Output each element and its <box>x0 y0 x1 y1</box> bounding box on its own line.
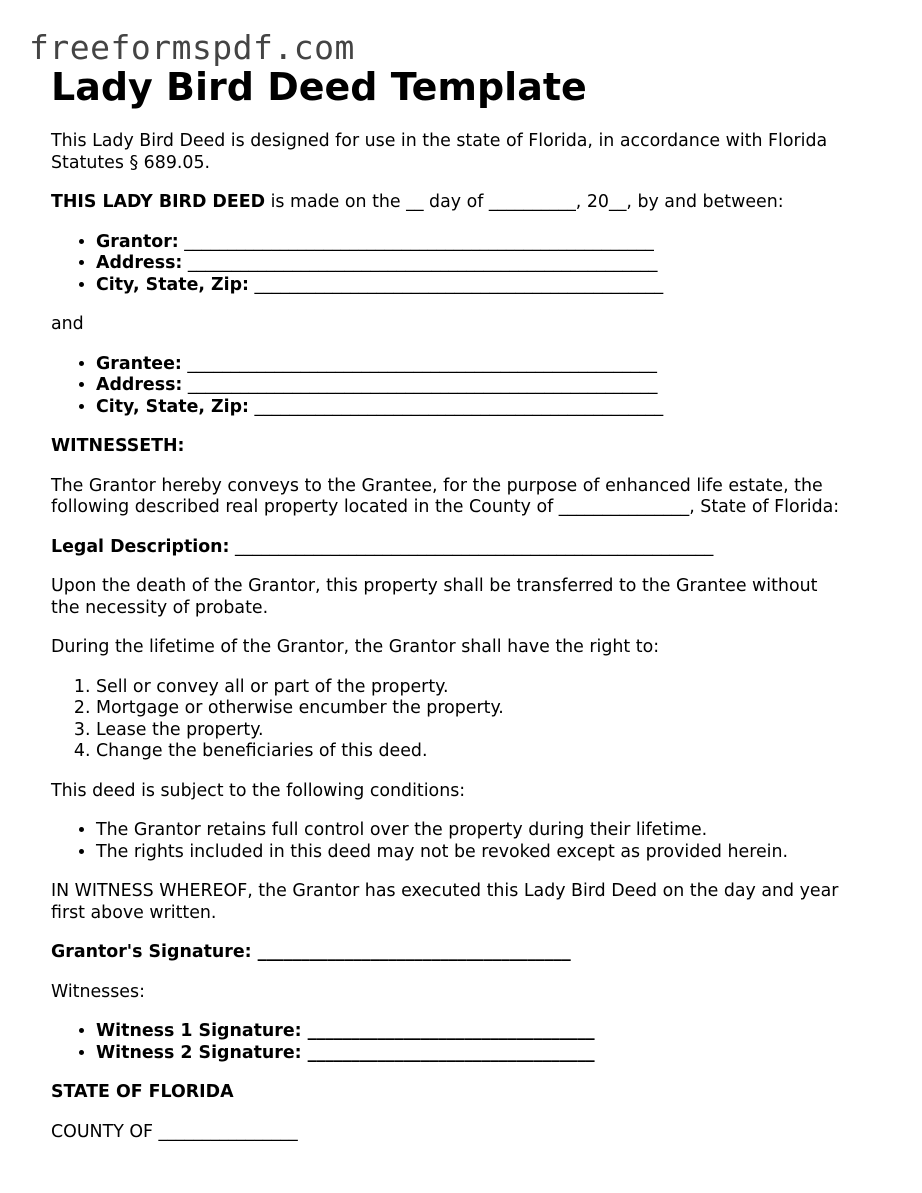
state-heading <box>51 1082 901 1104</box>
site-watermark: freeformspdf.com <box>29 28 355 67</box>
list-item: 2. Mortgage or otherwise encumber the property. <box>96 698 901 720</box>
grantee-address-blank: ______________________________________________________ <box>182 375 658 395</box>
and-text: and <box>51 314 84 334</box>
rights-list <box>51 677 901 763</box>
intro-paragraph <box>51 131 901 174</box>
grantee-city-label: City, State, Zip: <box>96 396 249 417</box>
conveys-line-2: following described real property located in the County of _______________, State of Florida: <box>51 497 840 517</box>
conveys-paragraph <box>51 476 901 519</box>
made-on-text: is made on the __ day of __________, 20__, by and between: <box>265 192 784 212</box>
list-item: 3. Lease the property. <box>96 720 901 742</box>
grantor-signature-blank: ____________________________________ <box>251 942 571 962</box>
document-page <box>51 64 901 1143</box>
grantee-address-label: Address: <box>96 375 183 395</box>
list-item <box>96 354 901 376</box>
grantor-signature-label: Grantor's Signature: <box>51 942 252 962</box>
upon-death-paragraph <box>51 576 901 619</box>
in-witness-line-1: IN WITNESS WHEREOF, the Grantor has executed this Lady Bird Deed on the day and year <box>51 881 839 901</box>
witnesses-label: Witnesses: <box>51 981 145 1002</box>
grantor-label: Grantor: <box>96 231 179 252</box>
grantor-city-label: City, State, Zip: <box>96 274 249 295</box>
witnesseth-heading <box>51 436 901 458</box>
conditions-intro: This deed is subject to the following conditions: <box>51 780 466 801</box>
grantor-city-blank: _______________________________________________ <box>249 274 664 295</box>
grantee-label: Grantee: <box>96 353 182 374</box>
list-item: • The Grantor retains full control over the property during their lifetime. <box>96 820 901 842</box>
county-line: COUNTY OF ________________ <box>51 1121 298 1142</box>
list-item: 4. Change the beneficiaries of this deed. <box>96 741 901 763</box>
grantor-signature-line <box>51 942 901 964</box>
witness-signature-list <box>51 1021 901 1064</box>
intro-line-2: Statutes § 689.05. <box>51 152 211 173</box>
state-heading-text: STATE OF FLORIDA <box>51 1082 234 1102</box>
grantee-list <box>51 354 901 419</box>
intro-line-1: This Lady Bird Deed is designed for use in the state of Florida, in accordance with Florida <box>51 131 828 151</box>
grantor-list <box>51 232 901 297</box>
grantor-address-label: Address: <box>96 253 183 273</box>
list-item <box>96 232 901 254</box>
witness-2-blank: _________________________________ <box>301 1042 595 1063</box>
lifetime-intro: During the lifetime of the Grantor, the Grantor shall have the right to: <box>51 637 660 657</box>
conditions-list <box>51 820 901 863</box>
conveys-line-1: The Grantor hereby conveys to the Grantee, for the purpose of enhanced life estate, the <box>51 475 823 496</box>
legal-description-label: Legal Description: <box>51 536 230 557</box>
list-item: 1. Sell or convey all or part of the property. <box>96 677 901 699</box>
grantee-city-blank: _______________________________________________ <box>249 396 664 417</box>
witness-1-label: Witness 1 Signature: <box>96 1021 302 1041</box>
list-item: • The rights included in this deed may not be revoked except as provided herein. <box>96 842 901 864</box>
witnesseth-text: WITNESSETH: <box>51 436 185 456</box>
in-witness-paragraph <box>51 881 901 924</box>
upon-death-line-1: Upon the death of the Grantor, this property shall be transferred to the Grantee without <box>51 576 818 596</box>
witness-1-blank: _________________________________ <box>301 1021 595 1041</box>
list-item <box>96 397 901 419</box>
list-item <box>96 1043 901 1065</box>
witness-2-label: Witness 2 Signature: <box>96 1042 302 1063</box>
page-title: Lady Bird Deed Template <box>51 65 587 109</box>
grantor-blank: ______________________________________________________ <box>178 231 654 252</box>
upon-death-line-2: the necessity of probate. <box>51 597 269 618</box>
in-witness-line-2: first above written. <box>51 902 217 923</box>
made-on-paragraph <box>51 192 901 214</box>
legal-description <box>51 537 901 559</box>
list-item <box>96 253 901 275</box>
deed-heading-bold: THIS LADY BIRD DEED <box>51 192 266 212</box>
grantor-address-blank: ______________________________________________________ <box>182 253 658 273</box>
legal-description-blank: _______________________________________________________ <box>229 536 714 557</box>
list-item <box>96 275 901 297</box>
grantee-blank: ______________________________________________________ <box>181 353 657 374</box>
list-item <box>96 375 901 397</box>
list-item <box>96 1021 901 1043</box>
